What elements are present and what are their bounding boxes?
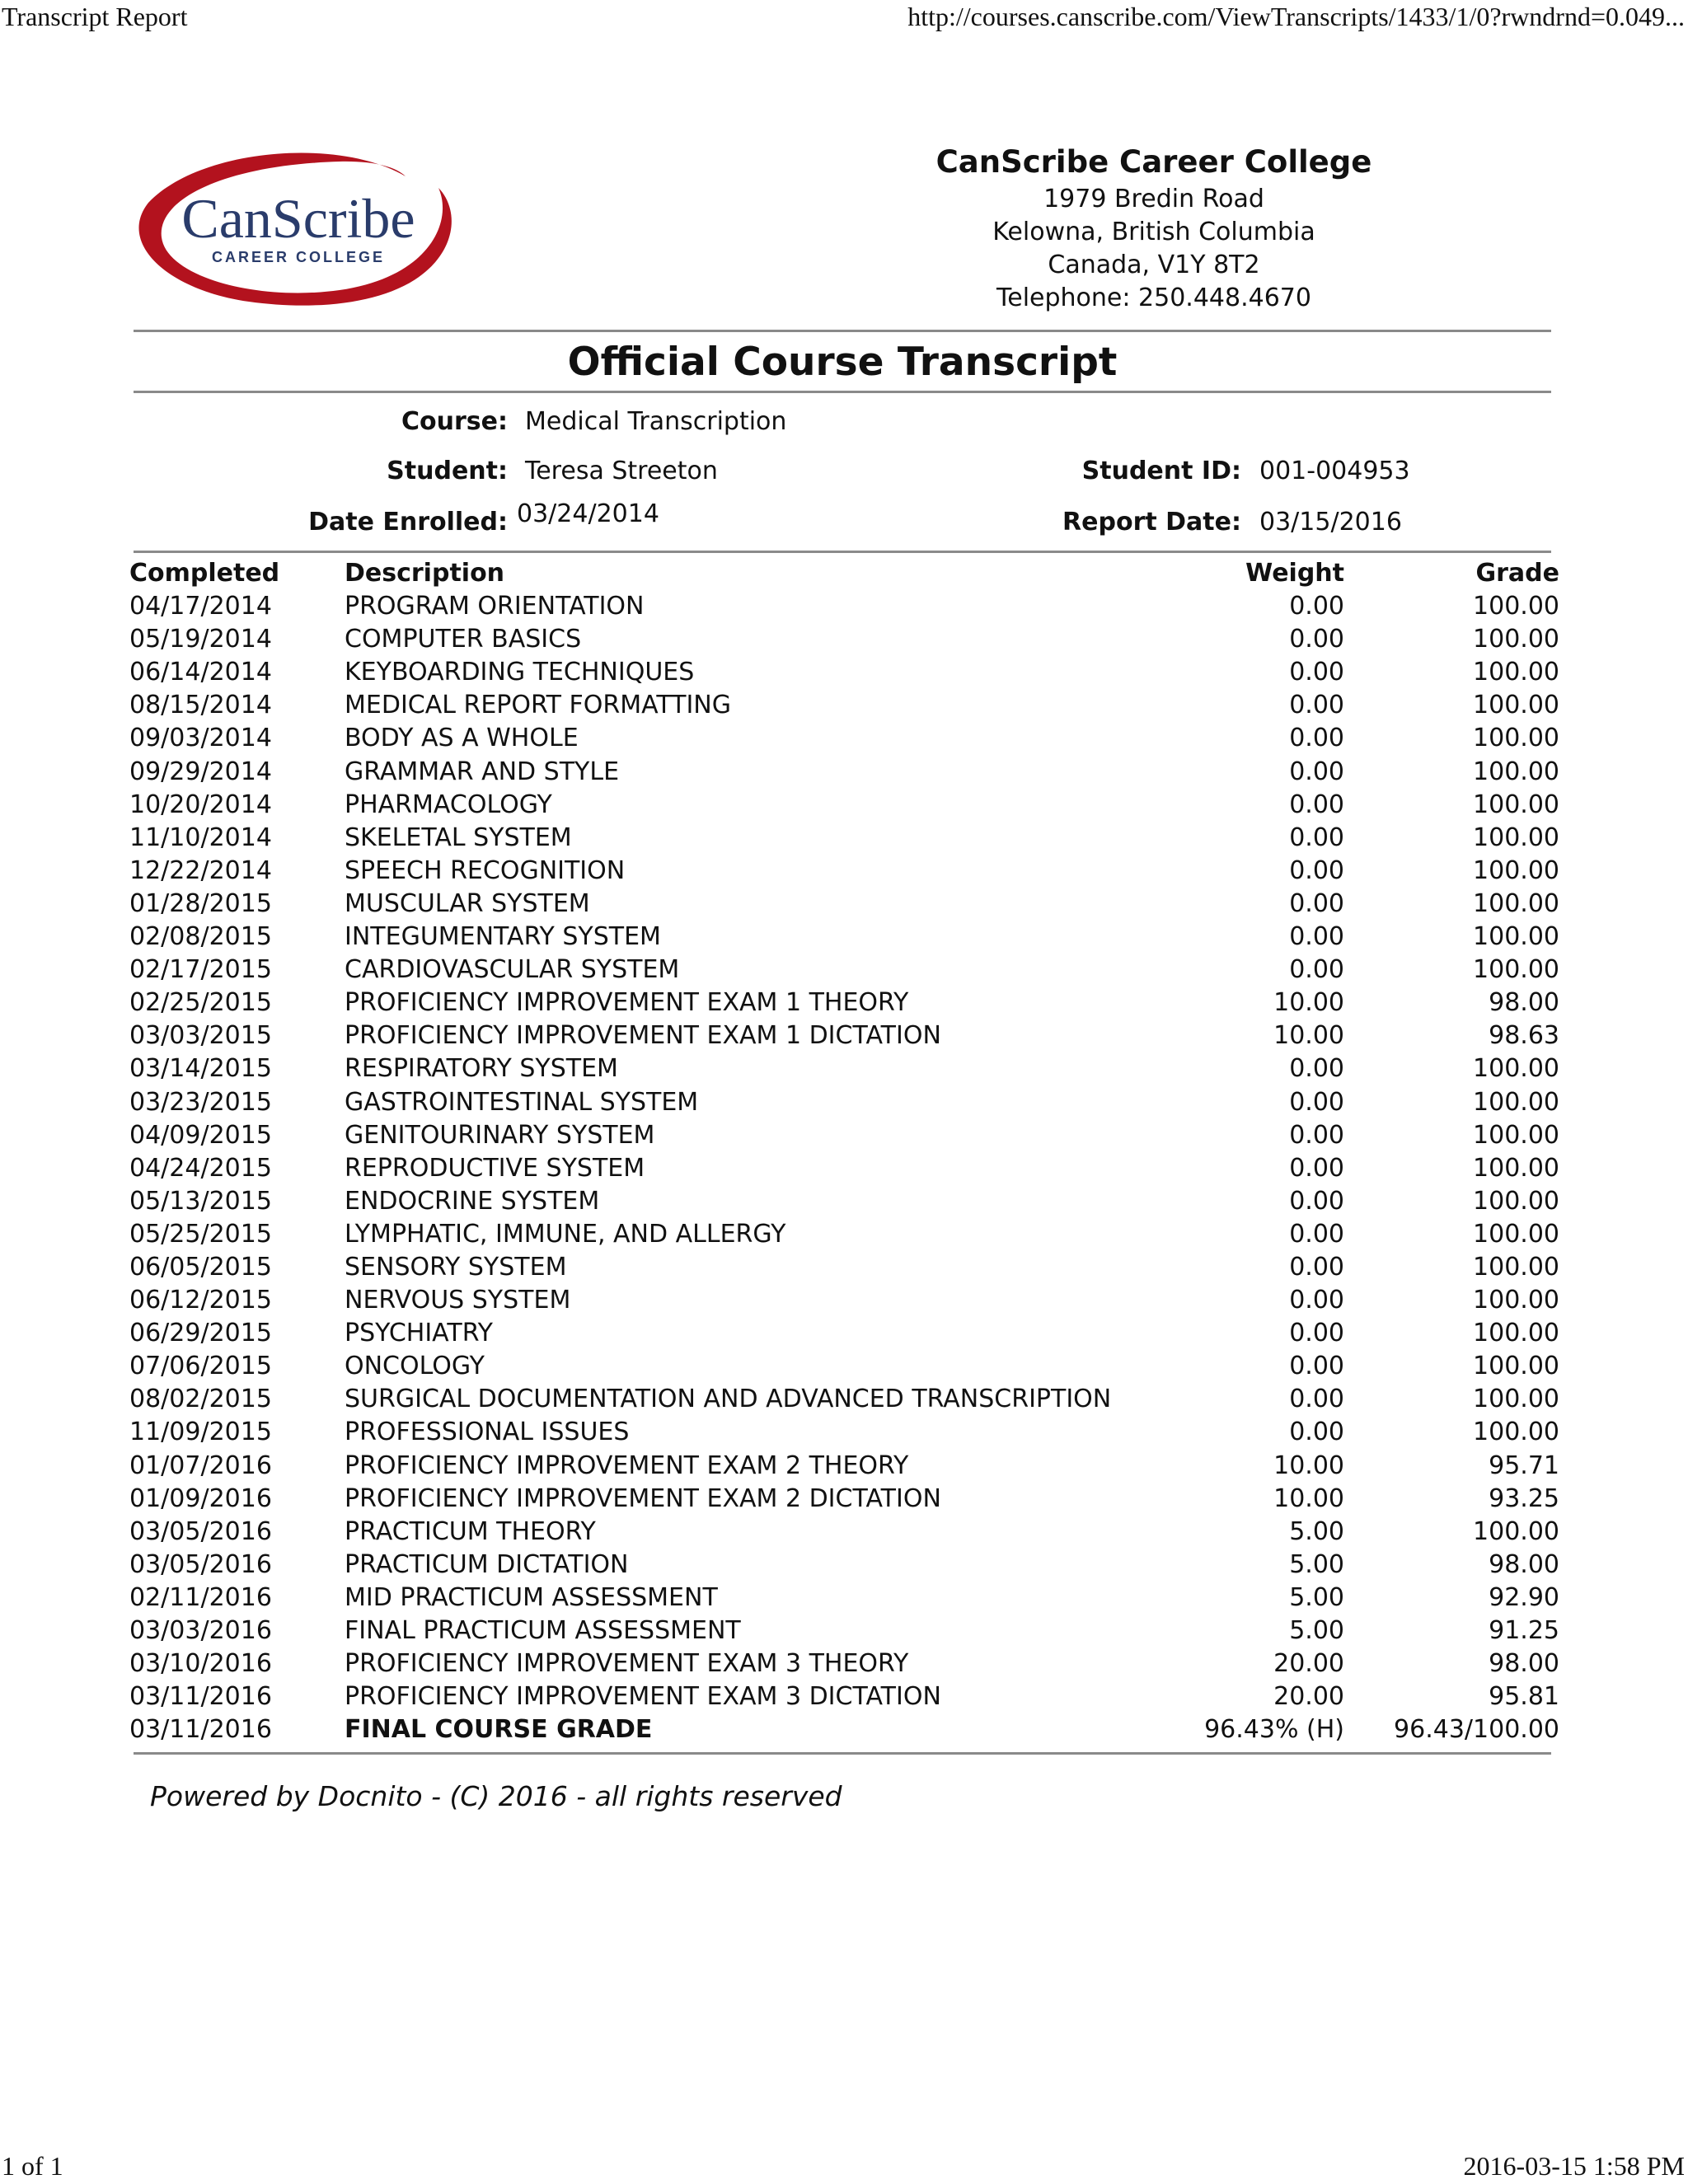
report-date-value: 03/15/2016	[1259, 508, 1402, 537]
table-header-row	[129, 557, 1559, 590]
table-row	[129, 1052, 1559, 1085]
date-enrolled-label: Date Enrolled:	[308, 508, 508, 537]
table-row	[129, 756, 1559, 789]
cell-weight: 0.00	[1289, 1054, 1344, 1084]
college-address-line3: Canada, V1Y 8T2	[1048, 251, 1260, 279]
cell-description: BODY AS A WHOLE	[345, 724, 579, 753]
cell-weight: 20.00	[1273, 1649, 1344, 1679]
cell-description: PROFICIENCY IMPROVEMENT EXAM 1 DICTATION	[345, 1021, 941, 1051]
print-page-count: 1 of 1	[2, 2151, 63, 2181]
cell-completed: 04/17/2014	[129, 592, 272, 621]
college-info	[907, 142, 1401, 315]
table-row	[129, 789, 1559, 822]
cell-completed: 09/03/2014	[129, 724, 272, 753]
header-description: Description	[345, 559, 505, 588]
cell-description: GASTROINTESTINAL SYSTEM	[345, 1087, 699, 1117]
cell-description: ENDOCRINE SYSTEM	[345, 1186, 600, 1216]
powered-by-note: Powered by Docnito - (C) 2016 - all rights reserved	[150, 1780, 842, 1812]
cell-weight: 10.00	[1273, 1451, 1344, 1480]
cell-grade: 100.00	[1473, 955, 1559, 985]
cell-description: SKELETAL SYSTEM	[345, 823, 572, 852]
cell-completed: 06/29/2015	[129, 1319, 272, 1348]
cell-grade: 100.00	[1473, 1120, 1559, 1150]
table-row	[129, 855, 1559, 888]
header-weight: Weight	[1245, 559, 1344, 588]
cell-completed: 06/14/2014	[129, 658, 272, 687]
cell-description: REPRODUCTIVE SYSTEM	[345, 1153, 645, 1183]
student-id-value: 001-004953	[1259, 457, 1410, 485]
cell-description: CARDIOVASCULAR SYSTEM	[345, 955, 680, 985]
college-address-line1: 1979 Bredin Road	[1043, 185, 1264, 213]
table-row	[129, 1647, 1559, 1680]
cell-grade: 100.00	[1473, 1352, 1559, 1381]
cell-completed: 08/15/2014	[129, 691, 272, 720]
cell-weight: 0.00	[1289, 1153, 1344, 1183]
cell-completed: 02/08/2015	[129, 922, 272, 952]
table-row	[129, 1317, 1559, 1350]
cell-grade: 100.00	[1473, 592, 1559, 621]
cell-grade: 100.00	[1473, 1219, 1559, 1249]
cell-completed: 06/05/2015	[129, 1252, 272, 1282]
cell-grade: 100.00	[1473, 888, 1559, 918]
table-row	[129, 954, 1559, 987]
table-row	[129, 1119, 1559, 1152]
table-row	[129, 1549, 1559, 1582]
cell-weight: 0.00	[1289, 823, 1344, 852]
cell-weight: 0.00	[1289, 922, 1344, 952]
cell-description: LYMPHATIC, IMMUNE, AND ALLERGY	[345, 1219, 786, 1249]
cell-description: GENITOURINARY SYSTEM	[345, 1120, 655, 1150]
final-grade: 96.43/100.00	[1394, 1715, 1559, 1745]
cell-completed: 03/10/2016	[129, 1649, 272, 1679]
cell-description: PROFESSIONAL ISSUES	[345, 1418, 630, 1447]
cell-grade: 91.25	[1489, 1616, 1559, 1645]
cell-weight: 20.00	[1273, 1682, 1344, 1712]
student-value: Teresa Streeton	[525, 457, 718, 485]
logo-subtitle: CAREER COLLEGE	[211, 249, 386, 265]
cell-grade: 93.25	[1489, 1483, 1559, 1513]
student-label: Student:	[387, 457, 508, 485]
table-row	[129, 656, 1559, 689]
cell-weight: 5.00	[1289, 1516, 1344, 1546]
cell-grade: 95.81	[1489, 1682, 1559, 1712]
cell-grade: 100.00	[1473, 790, 1559, 819]
cell-weight: 0.00	[1289, 691, 1344, 720]
cell-weight: 5.00	[1289, 1582, 1344, 1612]
cell-description: MUSCULAR SYSTEM	[345, 888, 590, 918]
cell-completed: 03/11/2016	[129, 1682, 272, 1712]
cell-completed: 04/24/2015	[129, 1153, 272, 1183]
cell-grade: 100.00	[1473, 625, 1559, 654]
cell-weight: 0.00	[1289, 1418, 1344, 1447]
document-title: Official Course Transcript	[567, 340, 1118, 385]
cell-grade: 100.00	[1473, 1385, 1559, 1414]
cell-grade: 100.00	[1473, 1153, 1559, 1183]
table-row	[129, 1680, 1559, 1713]
table-row	[129, 1383, 1559, 1416]
college-address-line2: Kelowna, British Columbia	[992, 218, 1315, 246]
final-grade-row	[129, 1713, 1559, 1746]
cell-completed: 03/03/2015	[129, 1021, 272, 1051]
cell-completed: 02/25/2015	[129, 988, 272, 1018]
cell-grade: 98.00	[1489, 1649, 1559, 1679]
cell-weight: 10.00	[1273, 1483, 1344, 1513]
cell-completed: 11/10/2014	[129, 823, 272, 852]
table-row	[129, 921, 1559, 954]
cell-completed: 03/03/2016	[129, 1616, 272, 1645]
report-date-label: Report Date:	[1062, 508, 1241, 537]
final-description: FINAL COURSE GRADE	[345, 1715, 653, 1745]
cell-completed: 12/22/2014	[129, 855, 272, 885]
cell-description: SENSORY SYSTEM	[345, 1252, 567, 1282]
course-label: Course:	[401, 407, 508, 436]
table-row	[129, 1185, 1559, 1218]
cell-grade: 100.00	[1473, 1516, 1559, 1546]
print-timestamp: 2016-03-15 1:58 PM	[1463, 2151, 1685, 2181]
cell-weight: 0.00	[1289, 658, 1344, 687]
student-id-label: Student ID:	[1081, 457, 1241, 485]
table-row	[129, 689, 1559, 722]
table-row	[129, 822, 1559, 855]
cell-completed: 02/17/2015	[129, 955, 272, 985]
print-footer	[0, 2151, 1688, 2184]
cell-grade: 100.00	[1473, 724, 1559, 753]
cell-weight: 0.00	[1289, 1186, 1344, 1216]
cell-description: FINAL PRACTICUM ASSESSMENT	[345, 1616, 741, 1645]
cell-description: PRACTICUM DICTATION	[345, 1549, 629, 1579]
cell-grade: 100.00	[1473, 1186, 1559, 1216]
cell-weight: 0.00	[1289, 855, 1344, 885]
cell-weight: 0.00	[1289, 1120, 1344, 1150]
print-header	[0, 0, 1688, 36]
cell-weight: 0.00	[1289, 724, 1344, 753]
cell-completed: 01/07/2016	[129, 1451, 272, 1480]
print-url[interactable]: http://courses.canscribe.com/ViewTranscripts/1433/1/0?rwndrnd=0.049...	[907, 2, 1685, 31]
cell-weight: 0.00	[1289, 1319, 1344, 1348]
cell-grade: 100.00	[1473, 1319, 1559, 1348]
table-row	[129, 590, 1559, 623]
table-row	[129, 1152, 1559, 1185]
cell-completed: 07/06/2015	[129, 1352, 272, 1381]
cell-description: PROGRAM ORIENTATION	[345, 592, 645, 621]
college-name: CanScribe Career College	[935, 144, 1372, 180]
cell-weight: 10.00	[1273, 1021, 1344, 1051]
table-row	[129, 1516, 1559, 1549]
cell-grade: 100.00	[1473, 1087, 1559, 1117]
table-row	[129, 1582, 1559, 1615]
date-enrolled-value: 03/24/2014	[517, 499, 659, 528]
table-row	[129, 1615, 1559, 1647]
table-row	[129, 1350, 1559, 1383]
cell-description: PRACTICUM THEORY	[345, 1516, 596, 1546]
header-divider-bottom	[134, 391, 1551, 393]
cell-grade: 100.00	[1473, 855, 1559, 885]
cell-completed: 10/20/2014	[129, 790, 272, 819]
cell-completed: 11/09/2015	[129, 1418, 272, 1447]
cell-grade: 100.00	[1473, 1286, 1559, 1315]
cell-description: ONCOLOGY	[345, 1352, 485, 1381]
cell-description: NERVOUS SYSTEM	[345, 1286, 571, 1315]
cell-weight: 0.00	[1289, 955, 1344, 985]
table-row	[129, 1086, 1559, 1119]
college-telephone: Telephone: 250.448.4670	[996, 284, 1311, 312]
info-divider	[134, 551, 1551, 553]
cell-weight: 0.00	[1289, 1219, 1344, 1249]
table-row	[129, 1284, 1559, 1317]
cell-completed: 01/09/2016	[129, 1483, 272, 1513]
cell-grade: 100.00	[1473, 658, 1559, 687]
cell-description: PSYCHIATRY	[345, 1319, 493, 1348]
cell-grade: 98.00	[1489, 1549, 1559, 1579]
table-row	[129, 623, 1559, 656]
table-body	[129, 590, 1559, 1713]
cell-weight: 0.00	[1289, 1252, 1344, 1282]
cell-description: KEYBOARDING TECHNIQUES	[345, 658, 695, 687]
course-value: Medical Transcription	[525, 407, 787, 436]
table-row	[129, 1218, 1559, 1251]
cell-weight: 0.00	[1289, 1352, 1344, 1381]
cell-completed: 06/12/2015	[129, 1286, 272, 1315]
table-row	[129, 722, 1559, 755]
cell-description: PROFICIENCY IMPROVEMENT EXAM 1 THEORY	[345, 988, 909, 1018]
cell-completed: 05/25/2015	[129, 1219, 272, 1249]
cell-weight: 0.00	[1289, 757, 1344, 786]
transcript-table	[129, 557, 1559, 1746]
cell-completed: 03/23/2015	[129, 1087, 272, 1117]
cell-grade: 100.00	[1473, 757, 1559, 786]
cell-description: MEDICAL REPORT FORMATTING	[345, 691, 731, 720]
college-logo	[134, 145, 455, 318]
cell-completed: 01/28/2015	[129, 888, 272, 918]
cell-weight: 0.00	[1289, 592, 1344, 621]
table-row	[129, 987, 1559, 1019]
cell-description: SURGICAL DOCUMENTATION AND ADVANCED TRANSCRIPTION	[345, 1385, 1112, 1414]
cell-description: MID PRACTICUM ASSESSMENT	[345, 1582, 718, 1612]
cell-description: GRAMMAR AND STYLE	[345, 757, 620, 786]
table-row	[129, 1483, 1559, 1516]
header-grade: Grade	[1475, 559, 1559, 588]
final-weight: 96.43% (H)	[1204, 1715, 1344, 1745]
cell-weight: 0.00	[1289, 888, 1344, 918]
cell-completed: 03/05/2016	[129, 1549, 272, 1579]
cell-grade: 100.00	[1473, 922, 1559, 952]
cell-description: PROFICIENCY IMPROVEMENT EXAM 3 THEORY	[345, 1649, 909, 1679]
table-bottom-divider	[134, 1752, 1551, 1755]
cell-description: SPEECH RECOGNITION	[345, 855, 626, 885]
cell-weight: 0.00	[1289, 790, 1344, 819]
cell-weight: 0.00	[1289, 625, 1344, 654]
cell-description: COMPUTER BASICS	[345, 625, 582, 654]
cell-grade: 95.71	[1489, 1451, 1559, 1480]
final-completed: 03/11/2016	[129, 1715, 272, 1745]
cell-weight: 0.00	[1289, 1087, 1344, 1117]
cell-description: PROFICIENCY IMPROVEMENT EXAM 2 DICTATION	[345, 1483, 941, 1513]
table-row	[129, 1450, 1559, 1483]
cell-description: PROFICIENCY IMPROVEMENT EXAM 3 DICTATION	[345, 1682, 941, 1712]
logo-wordmark: CanScribe	[181, 187, 415, 250]
cell-description: RESPIRATORY SYSTEM	[345, 1054, 618, 1084]
cell-description: INTEGUMENTARY SYSTEM	[345, 922, 661, 952]
cell-completed: 04/09/2015	[129, 1120, 272, 1150]
table-row	[129, 888, 1559, 921]
cell-completed: 02/11/2016	[129, 1582, 272, 1612]
cell-weight: 5.00	[1289, 1616, 1344, 1645]
header-divider-top	[134, 330, 1551, 332]
table-row	[129, 1019, 1559, 1052]
cell-completed: 03/14/2015	[129, 1054, 272, 1084]
cell-weight: 5.00	[1289, 1549, 1344, 1579]
cell-weight: 0.00	[1289, 1286, 1344, 1315]
cell-description: PROFICIENCY IMPROVEMENT EXAM 2 THEORY	[345, 1451, 909, 1480]
header-completed: Completed	[129, 559, 280, 588]
cell-grade: 92.90	[1489, 1582, 1559, 1612]
cell-description: PHARMACOLOGY	[345, 790, 552, 819]
table-row	[129, 1416, 1559, 1449]
cell-weight: 10.00	[1273, 988, 1344, 1018]
cell-grade: 98.63	[1489, 1021, 1559, 1051]
cell-completed: 03/05/2016	[129, 1516, 272, 1546]
cell-grade: 100.00	[1473, 823, 1559, 852]
cell-grade: 100.00	[1473, 1252, 1559, 1282]
cell-grade: 98.00	[1489, 988, 1559, 1018]
cell-grade: 100.00	[1473, 1054, 1559, 1084]
cell-grade: 100.00	[1473, 691, 1559, 720]
cell-completed: 05/13/2015	[129, 1186, 272, 1216]
cell-completed: 08/02/2015	[129, 1385, 272, 1414]
cell-completed: 09/29/2014	[129, 757, 272, 786]
cell-grade: 100.00	[1473, 1418, 1559, 1447]
table-row	[129, 1251, 1559, 1284]
cell-completed: 05/19/2014	[129, 625, 272, 654]
cell-weight: 0.00	[1289, 1385, 1344, 1414]
print-page-title: Transcript Report	[2, 2, 188, 31]
